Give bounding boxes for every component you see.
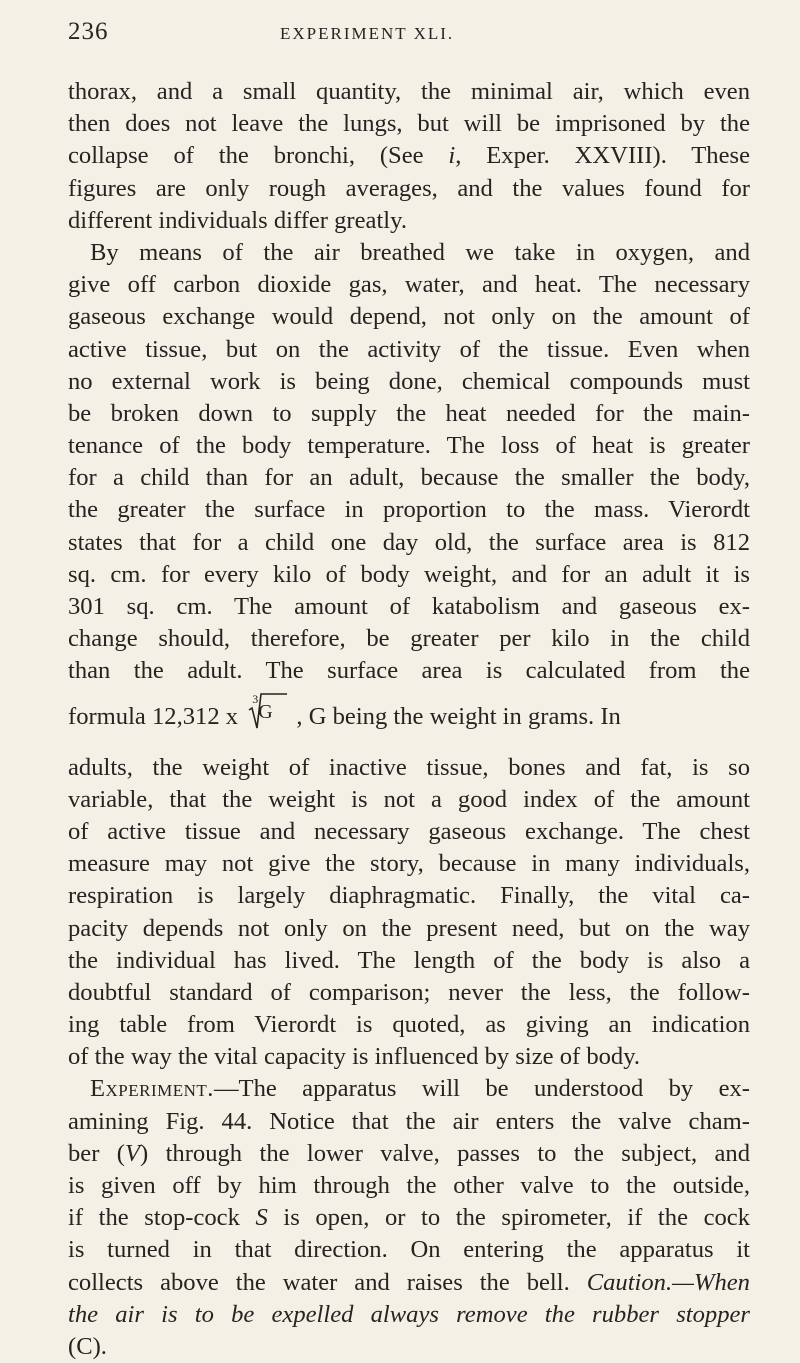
text-line: active tissue, but on the activity of the tissue. Even when xyxy=(68,335,750,363)
text-line: sq. cm. for every kilo of body weight, and for an adult it is xyxy=(68,560,750,588)
text-line: variable, that the weight is not a good index of the amount xyxy=(68,785,750,813)
text-line: than the adult. The surface area is calculated from the xyxy=(68,657,750,685)
running-head: EXPERIMENT XLI. xyxy=(280,24,455,43)
text-line: give off carbon dioxide gas, water, and heat. The necessary xyxy=(68,271,750,299)
text-line: adults, the weight of inactive tissue, bones and fat, is so xyxy=(68,753,750,781)
text-line: 301 sq. cm. The amount of katabolism and gaseous ex- xyxy=(68,593,750,620)
formula-line xyxy=(68,688,750,752)
text-line: collapse of the bronchi, (See i, Exper. XXVIII). These xyxy=(68,142,750,170)
text-line: figures are only rough averages, and the values found for xyxy=(68,174,750,202)
cube-root-symbol xyxy=(250,691,284,724)
text-line: measure may not give the story, because in many individuals, xyxy=(68,850,750,878)
text-line: is given off by him through the other valve to the outside, xyxy=(68,1172,750,1199)
text-line: change should, therefore, be greater per kilo in the child xyxy=(68,625,750,653)
page-header xyxy=(68,18,750,58)
text-line: ber (V) through the lower valve, passes to the subject, and xyxy=(68,1139,750,1167)
paragraph-start: By means of the air breathed we take in oxygen, and xyxy=(90,238,750,266)
text-line: for a child than for an adult, because the smaller the body, xyxy=(68,464,750,492)
root-index: 3 xyxy=(252,691,259,706)
text-line: different individuals differ greatly. xyxy=(68,206,407,234)
text-line: of the way the vital capacity is influenced by size of body. xyxy=(68,1043,641,1071)
text-line: thorax, and a small quantity, the minimal air, which even xyxy=(68,78,750,105)
text-line: (C). xyxy=(68,1332,107,1360)
text-line: the air is to be expelled always remove the rubber stopper xyxy=(68,1300,750,1328)
text-line: if the stop-cock S is open, or to the spirometer, if the cock xyxy=(68,1204,751,1232)
text-line: collects above the water and raises the bell. Caution.—When xyxy=(68,1268,750,1296)
text-line: of active tissue and necessary gaseous exchange. The chest xyxy=(68,817,750,845)
body-text xyxy=(68,76,750,1363)
text-line: the greater the surface in proportion to the mass. Vierordt xyxy=(68,496,750,524)
experiment-paragraph-start: Experiment.—The apparatus will be understood by ex- xyxy=(90,1075,750,1103)
text-line: states that for a child one day old, the surface area is 812 xyxy=(68,528,750,556)
text-line: respiration is largely diaphragmatic. Finally, the vital ca- xyxy=(68,882,750,910)
text-line: be broken down to supply the heat needed for the main- xyxy=(68,399,750,427)
text-line: amining Fig. 44. Notice that the air enters the valve cham- xyxy=(68,1107,750,1135)
text-line: then does not leave the lungs, but will be imprisoned by the xyxy=(68,110,750,138)
text-line: is turned in that direction. On entering the apparatus it xyxy=(68,1236,750,1264)
root-radicand: G xyxy=(258,700,273,723)
text-line: tenance of the body temperature. The loss of heat is greater xyxy=(68,432,750,460)
text-line: ing table from Vierordt is quoted, as giving an indication xyxy=(68,1011,750,1039)
text-line: doubtful standard of comparison; never the less, the follow- xyxy=(68,978,750,1006)
caution-label: Caution.—When xyxy=(586,1268,750,1296)
experiment-label: Experiment. xyxy=(90,1075,214,1103)
formula-suffix: , G being the weight in grams. In xyxy=(296,702,621,730)
text-line: pacity depends not only on the present need, but on the way xyxy=(68,914,750,942)
page-number: 236 xyxy=(68,18,109,45)
text-line: the individual has lived. The length of the body is also a xyxy=(68,946,750,974)
text-line: no external work is being done, chemical compounds must xyxy=(68,367,750,395)
text-line: gaseous exchange would depend, not only on the amount of xyxy=(68,303,750,331)
formula-prefix: formula 12,312 x xyxy=(68,702,239,730)
